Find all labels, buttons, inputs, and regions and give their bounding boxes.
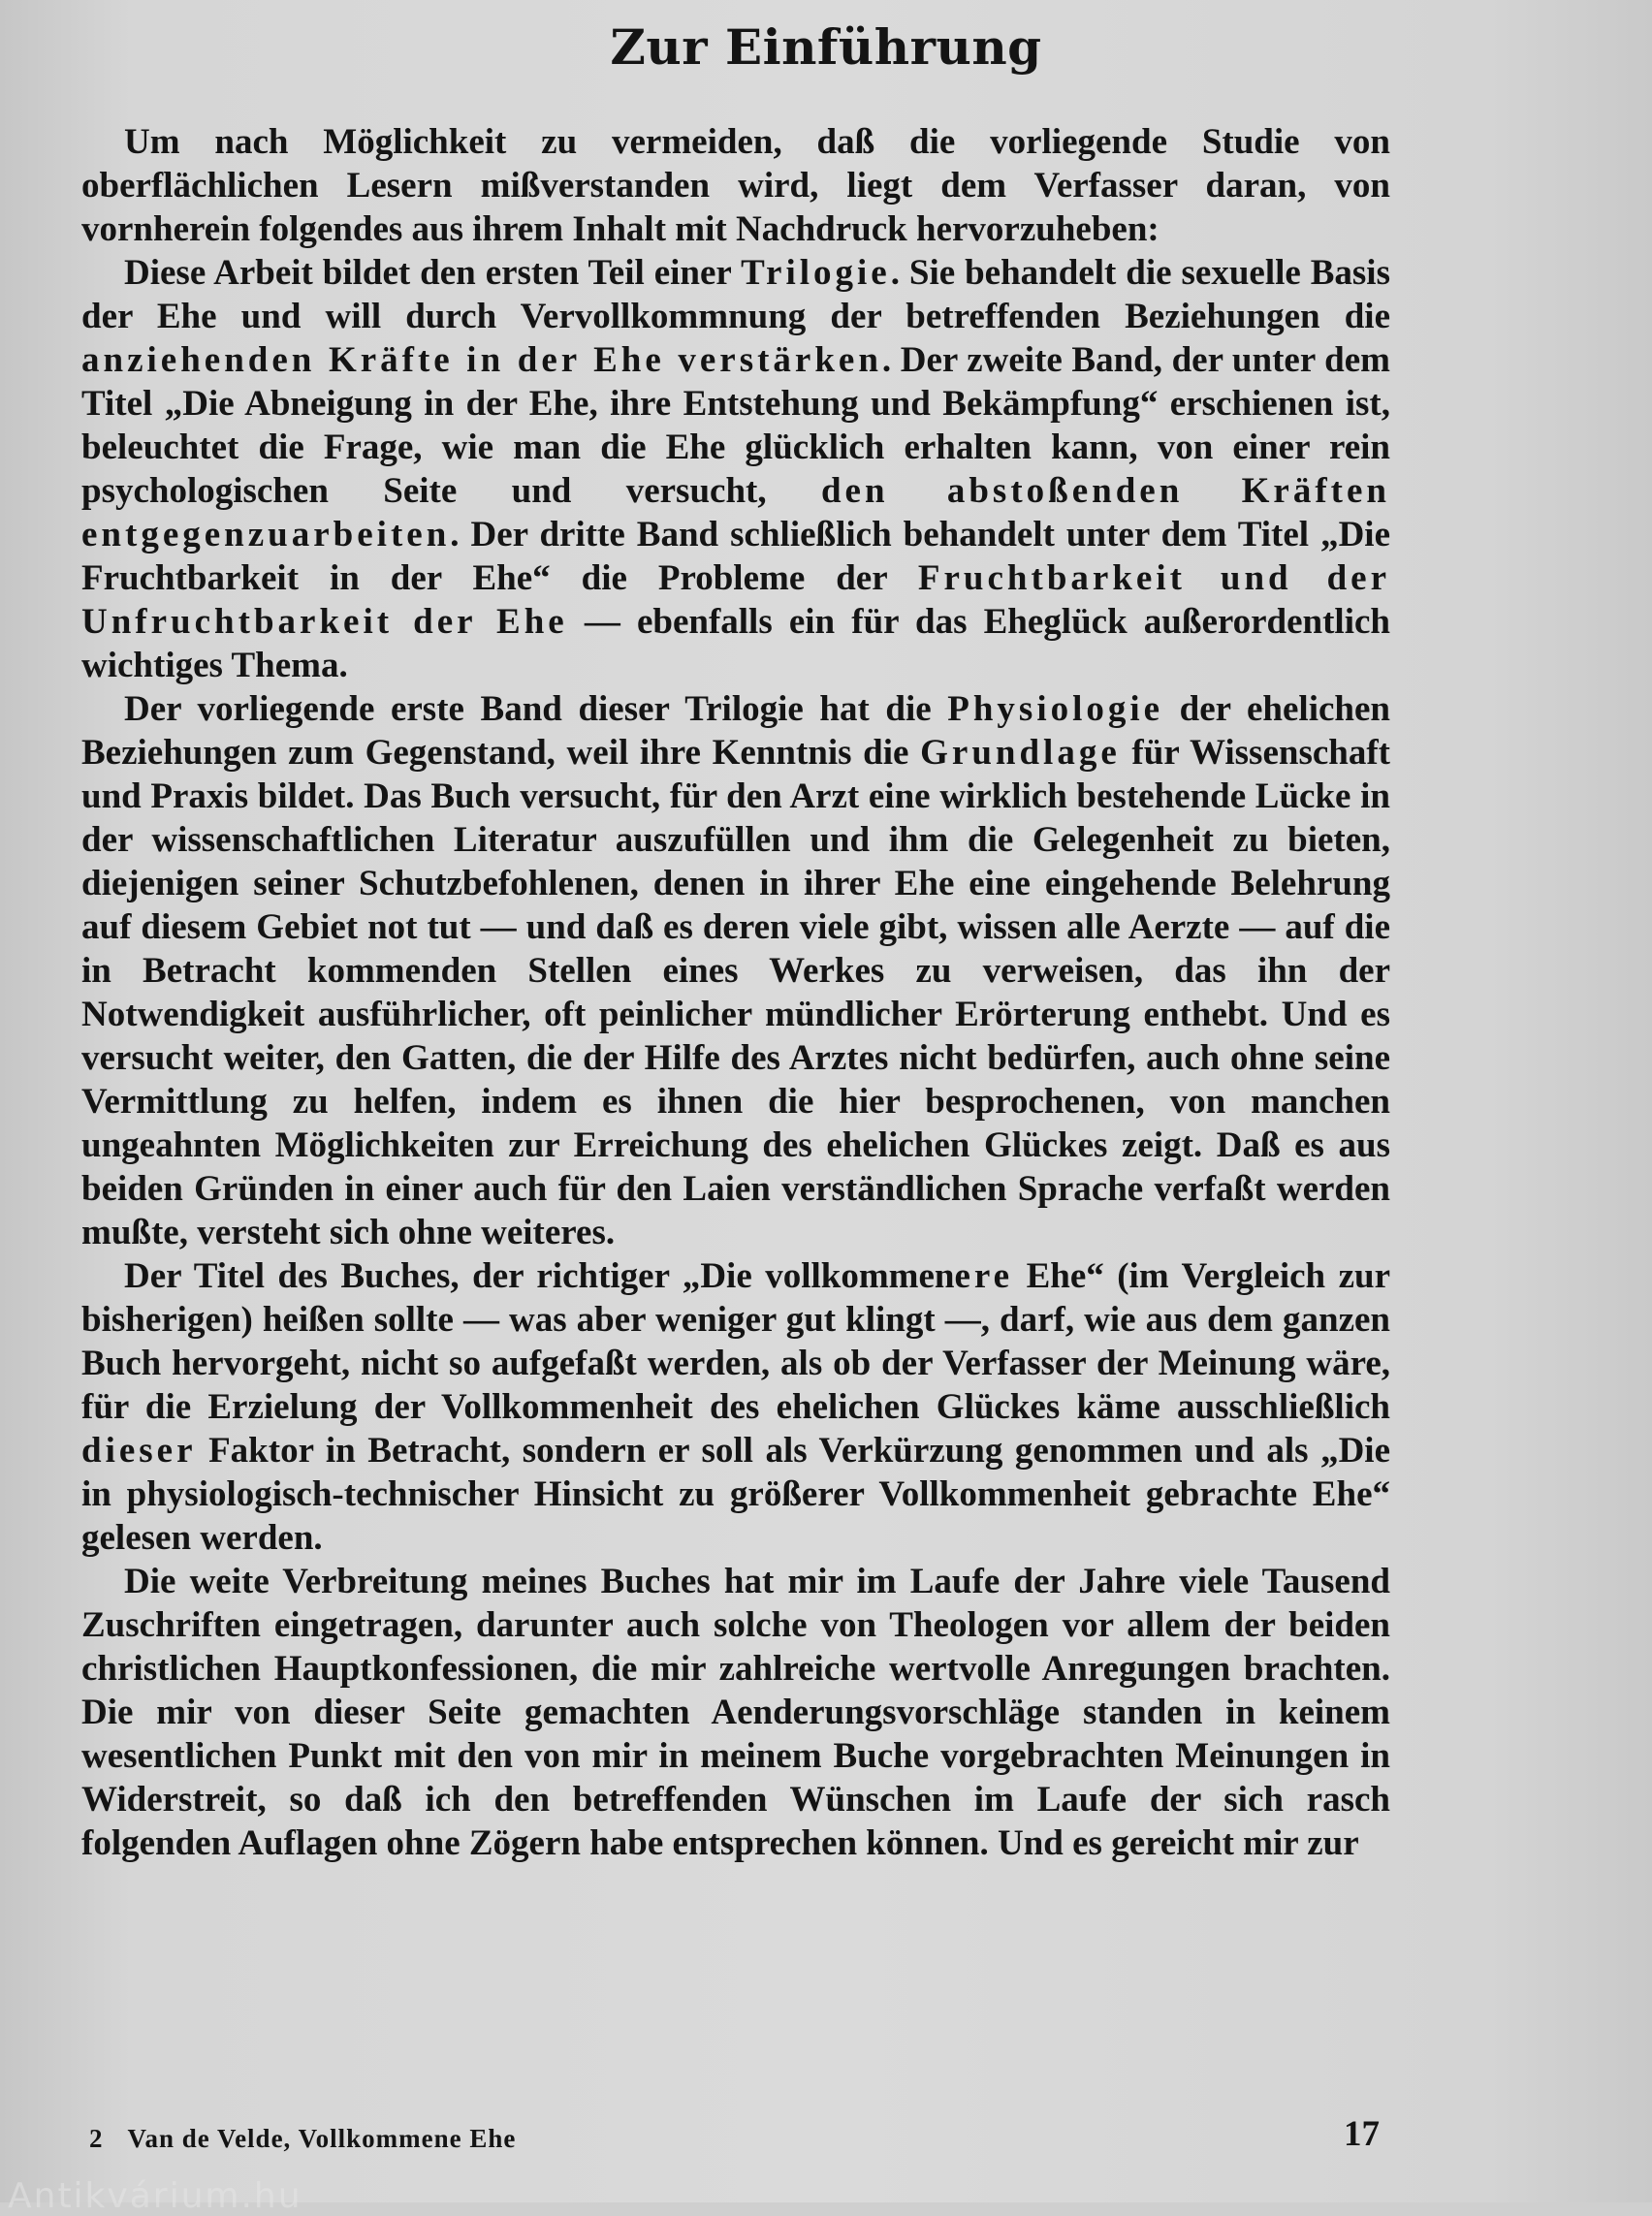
paragraph-text: Faktor in Betracht, sondern er soll als Verkürzung genommen und als „Die in physiologisch-technischer Hinsicht zu größerer Vollkommenheit gebrachte Ehe“ gelesen werden. (81, 1431, 1390, 1558)
paragraph (81, 1254, 1390, 1560)
emphasized-text: Physiologie (947, 689, 1164, 729)
paragraph-text: Die weite Verbreitung meines Buches hat mir im Laufe der Jahre viele Tausend Zuschriften eingetragen, darunter auch solche von Theologen vor allem der beiden christlichen Hauptkonfessionen, die mir zahlreiche wertvolle Anregungen brachten. Die mir von dieser Seite gemachten Aenderungsvorschläge standen in keinem wesentlichen Punkt mit den von mir in meinem Buche vorgebrachten Meinungen in Widerstreit, so daß ich den betreffenden Wünschen im Laufe der sich rasch folgenden Auflagen ohne Zögern habe entsprechen können. Und es gereicht mir zur (81, 1562, 1390, 1863)
emphasized-text: den abstoßenden Kräften entgegenzuarbeiten (81, 471, 1390, 554)
emphasized-text: Fruchtbarkeit und der Unfruchtbarkeit der Ehe (81, 558, 1390, 642)
signature-mark: 2 (89, 2124, 103, 2153)
paragraph-text: für Wissenschaft und Praxis bildet. Das Buch versucht, für den Arzt eine wirklich bestehende Lücke in der wissenschaftlichen Literatur auszufüllen und ihm die Gelegenheit zu bieten, diejenigen seiner Schutzbefohlenen, denen in ihrer Ehe eine eingehende Belehrung auf diesem Gebiet not tut — und daß es deren viele gibt, wissen alle Aerzte — auf die in Betracht kommenden Stellen eines Werkes zu verweisen, das ihn der Notwendigkeit ausführlicher, oft peinlicher mündlicher Erörterung enthebt. Und es versucht weiter, den Gatten, die der Hilfe des Arztes nicht bedürfen, auch ohne seine Vermittlung zu helfen, indem es ihnen die hier besprochenen, von manchen ungeahnten Möglichkeiten zur Erreichung des ehelichen Glückes zeigt. Daß es aus beiden Gründen in einer auch für den Laien verständlichen Sprache verfaßt werden mußte, versteht sich ohne weiteres. (81, 733, 1391, 1252)
emphasized-text: anziehenden Kräfte in der Ehe verstärken (81, 340, 882, 380)
paragraph-text: Der vorliegende erste Band dieser Trilogie hat die (124, 689, 948, 729)
paragraph-text: . Der zweite Band, der unter dem Titel „Die Abneigung in der Ehe, ihre Entstehung und Bekämpfung“ erschienen ist, beleuchtet die Frage, wie man die Ehe glücklich erhalten kann, von einer rein psychologischen Seite und versucht, (81, 340, 1390, 511)
book-reference: Van de Velde, Vollkommene Ehe (127, 2124, 517, 2153)
paragraph-text: der ehelichen Beziehungen zum Gegenstand, weil ihre Kenntnis die (81, 689, 1390, 773)
paragraph-text: Ehe“ (im Vergleich zur bisherigen) heißen sollte — was aber weniger gut klingt —, darf, wie aus dem ganzen Buch hervorgeht, nicht so aufgefaßt werden, als ob der Verfasser der Meinung wäre, für die Erzielung der Vollkommenheit des ehelichen Glückes käme ausschließlich (81, 1256, 1390, 1427)
emphasized-text: Trilogie (741, 253, 891, 293)
page-footer (89, 2119, 516, 2158)
paragraph-text: . Sie behandelt die sexuelle Basis der Ehe und will durch Vervollkommnung der betreffenden Beziehungen die (81, 253, 1390, 336)
emphasized-text: ere (954, 1256, 1014, 1296)
watermark-text: Antikvárium.hu (8, 2176, 302, 2216)
emphasized-text: Grundlage (920, 733, 1121, 773)
paragraph-text: Der Titel des Buches, der richtiger „Die vollkommen (124, 1256, 955, 1296)
paragraph (81, 687, 1390, 1254)
paragraph (81, 120, 1390, 251)
paragraph-text: — ebenfalls ein für das Eheglück außerordentlich wichtiges Thema. (81, 602, 1390, 685)
paragraph-text: Diese Arbeit bildet den ersten Teil einer (124, 253, 742, 293)
paragraph (81, 251, 1390, 687)
paragraph-text: . Der dritte Band schließlich behandelt unter dem Titel „Die Fruchtbarkeit in der Ehe“ die Probleme der (81, 515, 1390, 598)
page-title: Zur Einführung (610, 18, 1042, 76)
paragraph-text: Um nach Möglichkeit zu vermeiden, daß die vorliegende Studie von oberflächlichen Lesern mißverstanden wird, liegt dem Verfasser daran, von vornherein folgendes aus ihrem Inhalt mit Nachdruck hervorzuheben: (81, 122, 1390, 249)
page-number: 17 (1344, 2114, 1380, 2154)
body-text (81, 120, 1390, 1865)
paragraph (81, 1560, 1390, 1865)
emphasized-text: dieser (81, 1431, 197, 1471)
